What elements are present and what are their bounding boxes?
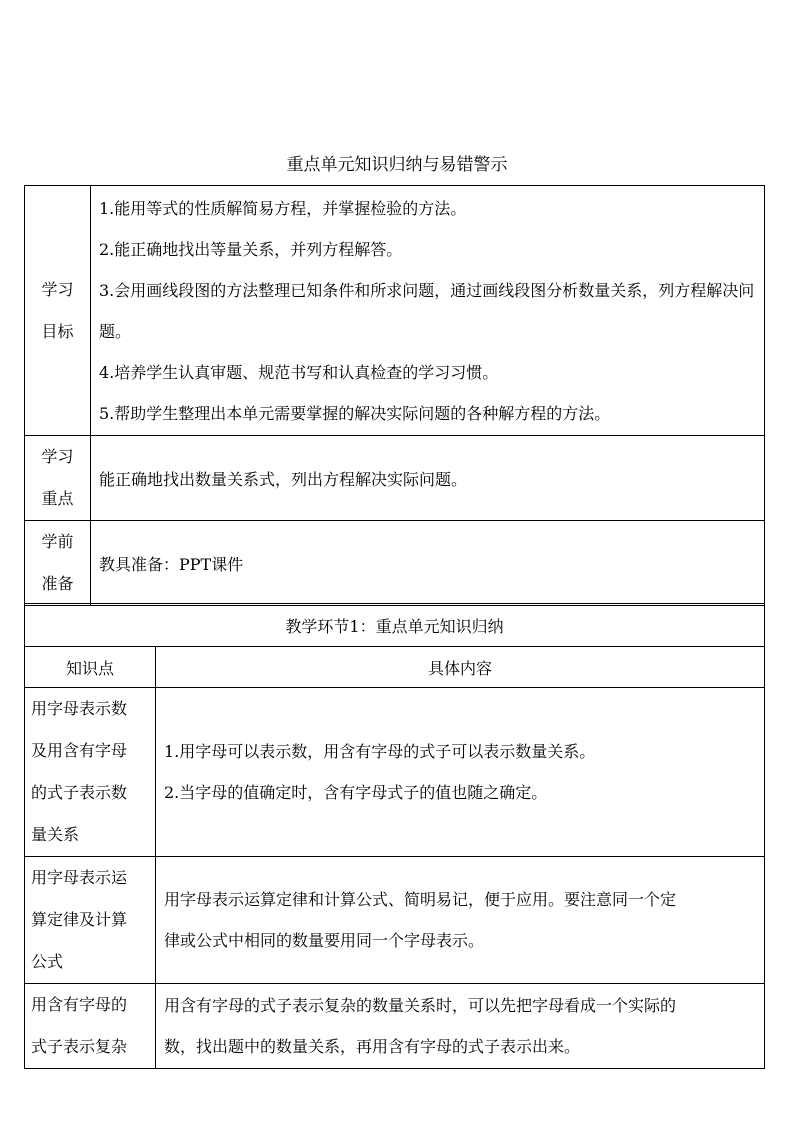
goal-item: 4.培养学生认真审题、规范书写和认真检查的学习习惯。 (99, 362, 499, 382)
column-header-row (25, 647, 765, 688)
column-header-content: 具体内容 (156, 647, 765, 688)
stage-heading: 教学环节1：重点单元知识归纳 (25, 604, 765, 647)
learning-info-table (24, 185, 765, 606)
prep-label: 学前 准备 (25, 521, 91, 606)
focus-label: 学习 重点 (25, 436, 91, 521)
prep-text: 教具准备：PPT课件 (91, 521, 765, 606)
goals-list (91, 186, 765, 436)
focus-text: 能正确地找出数量关系式，列出方程解决实际问题。 (91, 436, 765, 521)
knowledge-content: 用含有字母的式子表示复杂的数量关系时，可以先把字母看成一个实际的 数，找出题中的数量关系，再用含有字母的式子表示出来。 (156, 984, 765, 1069)
goals-label: 学习 目标 (25, 186, 91, 436)
knowledge-table (24, 603, 765, 1069)
prep-row (25, 521, 765, 606)
document-title: 重点单元知识归纳与易错警示 (286, 155, 508, 175)
goal-item: 2.能正确地找出等量关系，并列方程解答。 (99, 239, 403, 259)
goals-row (25, 186, 765, 436)
knowledge-point: 用字母表示运 算定律及计算 公式 (25, 857, 156, 984)
table-row (25, 984, 765, 1069)
goal-item: 1.能用等式的性质解简易方程，并掌握检验的方法。 (99, 198, 467, 218)
knowledge-point: 用字母表示数 及用含有字母 的式子表示数 量关系 (25, 688, 156, 857)
knowledge-content: 1.用字母可以表示数，用含有字母的式子可以表示数量关系。 2.当字母的值确定时，含有字母式子的值也随之确定。 (156, 688, 765, 857)
goal-item: 3.会用画线段图的方法整理已知条件和所求问题，通过画线段图分析数量关系，列方程解决问题。 (99, 280, 755, 341)
knowledge-content: 用字母表示运算定律和计算公式、简明易记，便于应用。要注意同一个定 律或公式中相同的数量要用同一个字母表示。 (156, 857, 765, 984)
focus-row (25, 436, 765, 521)
column-header-knowledge: 知识点 (25, 647, 156, 688)
stage-heading-row (25, 604, 765, 647)
table-row (25, 857, 765, 984)
goal-item: 5.帮助学生整理出本单元需要掌握的解决实际问题的各种解方程的方法。 (99, 403, 611, 423)
table-row (25, 688, 765, 857)
knowledge-point: 用含有字母的 式子表示复杂 (25, 984, 156, 1069)
